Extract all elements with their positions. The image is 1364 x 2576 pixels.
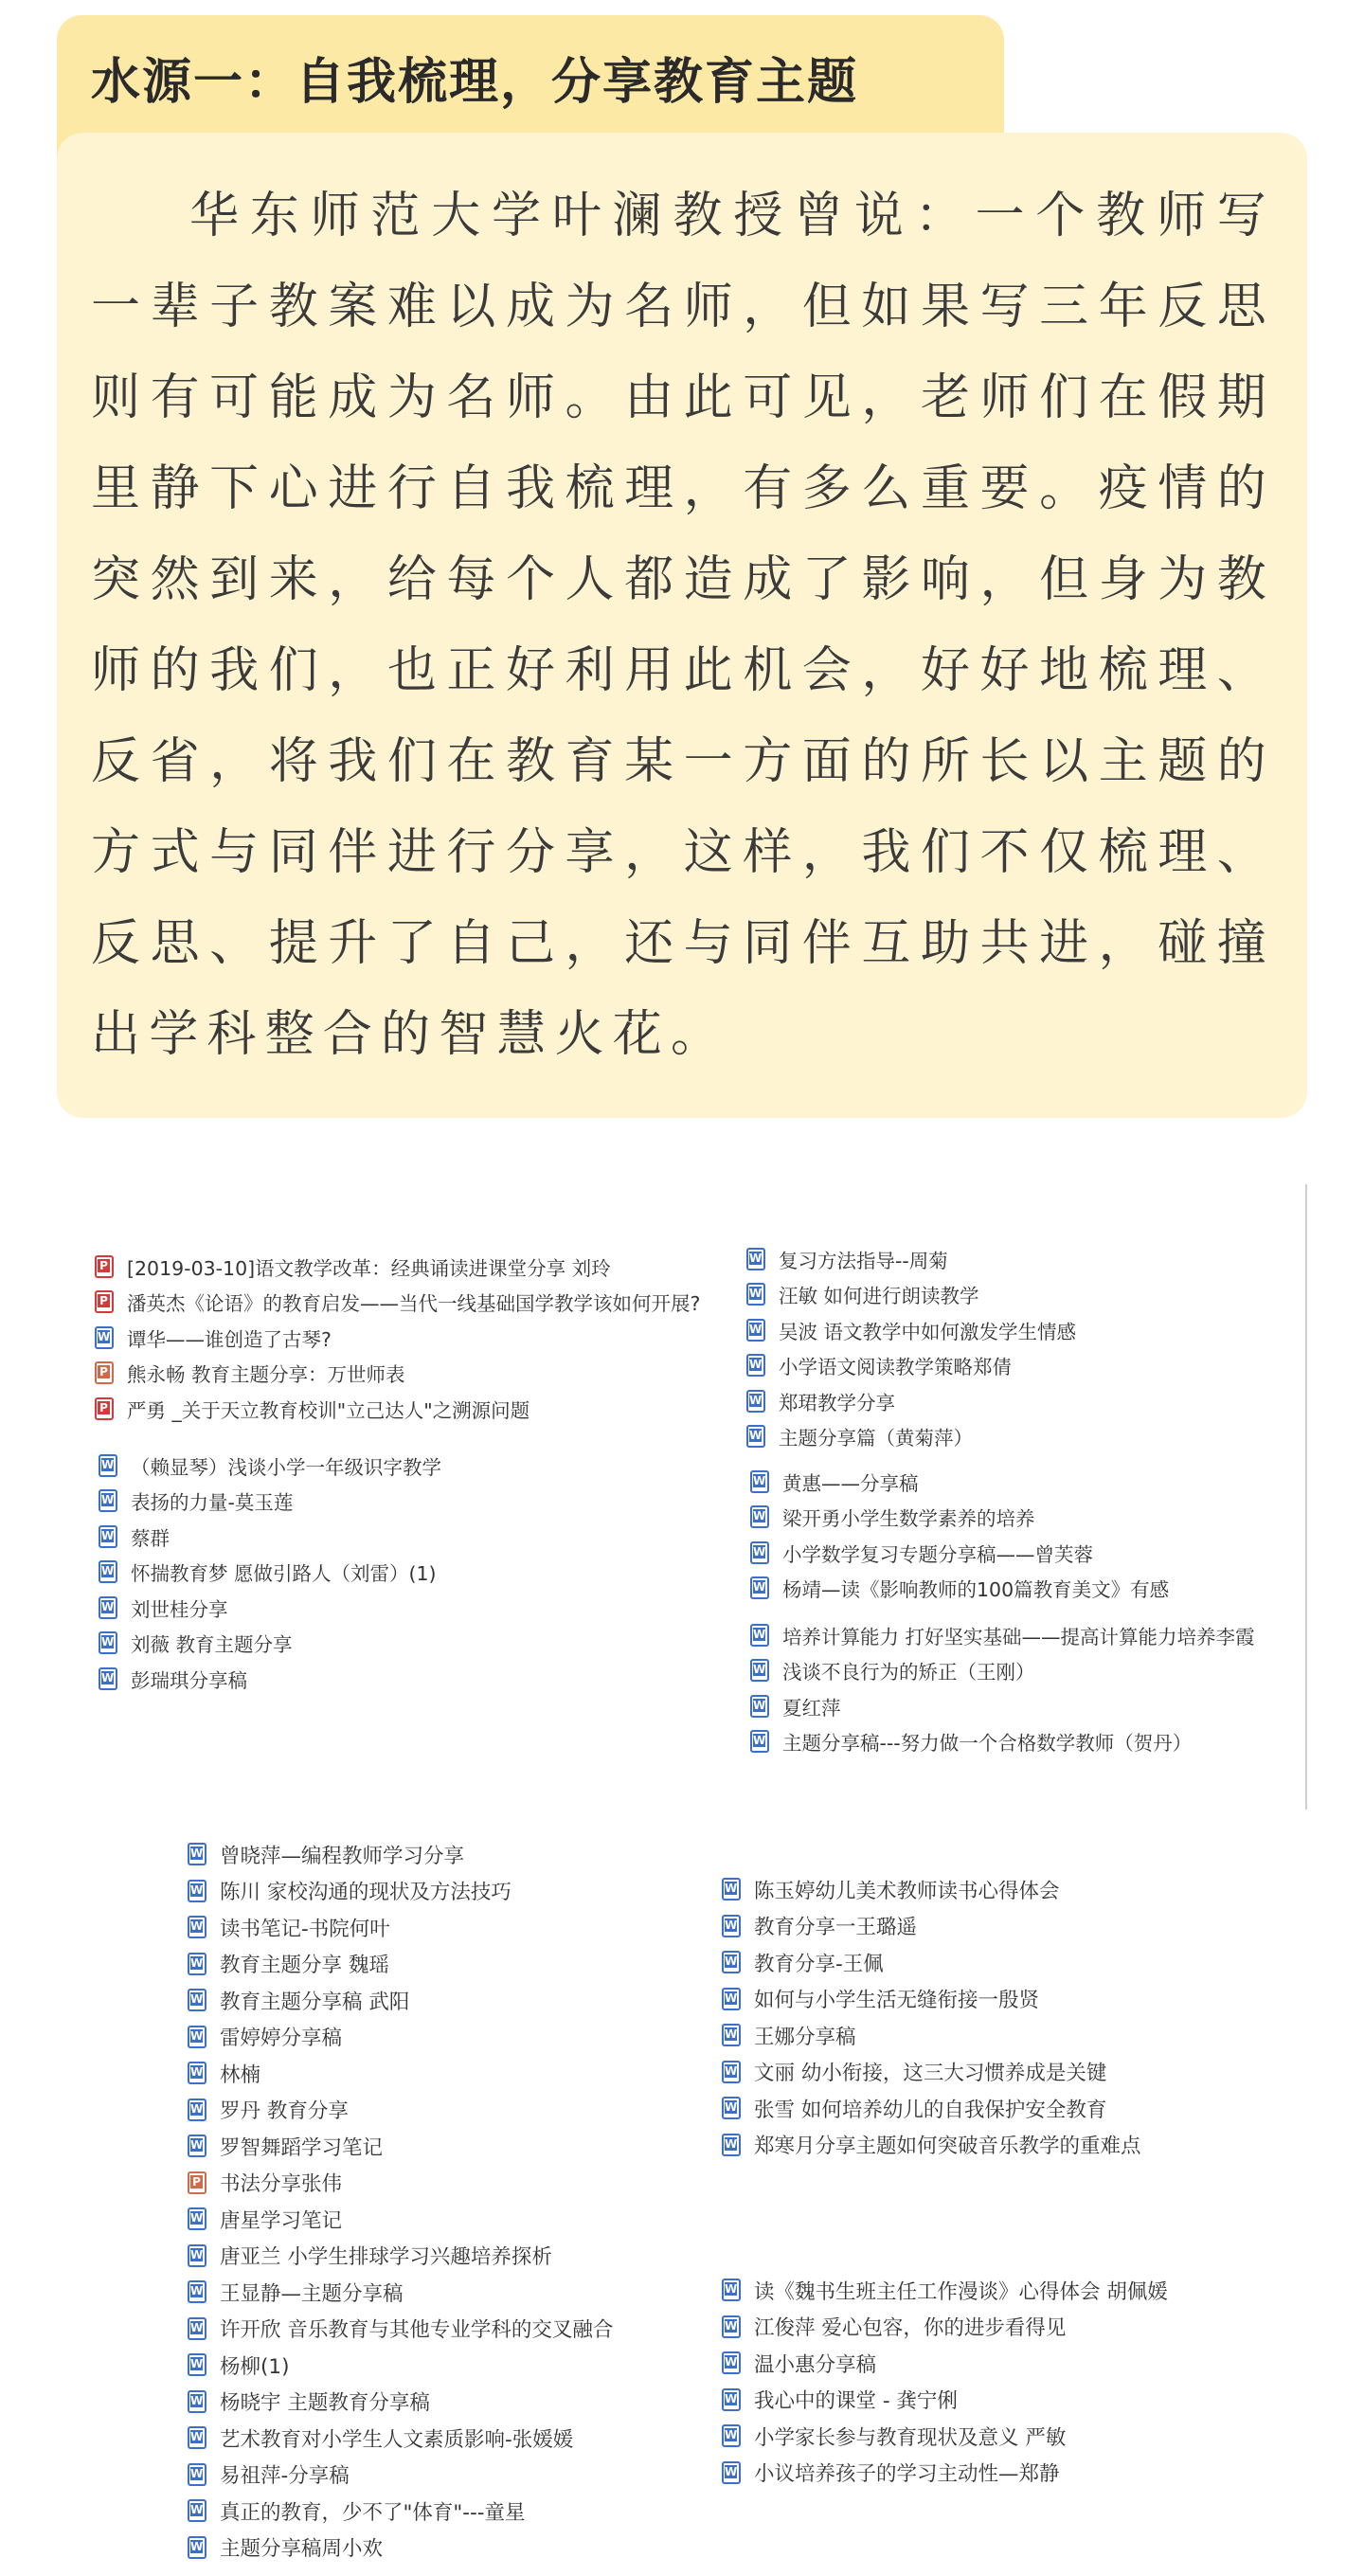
file-name: 严勇 _关于天立教育校训"立己达人"之溯源问题 <box>127 1398 530 1422</box>
file-name: 张雪 如何培养幼儿的自我保护安全教育 <box>754 2098 1107 2122</box>
word-file-icon <box>746 1354 765 1377</box>
word-file-icon <box>188 1880 206 1902</box>
file-item[interactable] <box>95 1391 700 1427</box>
file-item[interactable] <box>188 2055 613 2092</box>
file-item[interactable] <box>722 2017 1141 2054</box>
file-item[interactable] <box>722 2127 1141 2164</box>
word-file-icon <box>188 2536 206 2559</box>
file-name: 杨晓宇 主题教育分享稿 <box>220 2391 430 2416</box>
file-name: [2019-03-10]语文教学改革：经典诵读进课堂分享 刘玲 <box>127 1256 611 1280</box>
file-item[interactable] <box>722 1871 1141 1908</box>
file-list-panel4 <box>722 1871 1141 2163</box>
file-item[interactable] <box>188 1946 613 1983</box>
file-name: 陈川 家校沟通的现状及方法技巧 <box>220 1881 512 1905</box>
word-file-icon <box>99 1631 117 1654</box>
file-name: 怀揣教育梦 愿做引路人（刘雷）(1) <box>131 1562 437 1586</box>
file-item[interactable] <box>95 1356 700 1392</box>
file-item[interactable] <box>188 2457 613 2494</box>
file-item[interactable] <box>746 1419 1076 1455</box>
file-name: 谭华——谁创造了古琴? <box>127 1327 332 1351</box>
file-item[interactable] <box>750 1724 1255 1760</box>
file-name: 主题分享稿---努力做一个合格数学教师（贺丹） <box>782 1732 1193 1756</box>
file-item[interactable] <box>746 1277 1076 1313</box>
word-file-icon <box>722 2024 741 2046</box>
file-item[interactable] <box>188 2347 613 2384</box>
word-file-icon <box>750 1624 769 1647</box>
pdf-file-icon <box>95 1397 114 1420</box>
word-file-icon <box>750 1576 769 1599</box>
file-list-panel1 <box>95 1249 700 1427</box>
word-file-icon <box>188 1953 206 1975</box>
file-name: 如何与小学生活无缝衔接一殷贤 <box>754 1989 1040 2013</box>
file-name: 教育分享-王佩 <box>754 1952 884 1976</box>
file-item[interactable] <box>95 1285 700 1321</box>
file-list-panel2b <box>750 1464 1169 1606</box>
file-name: 刘世桂分享 <box>131 1597 228 1621</box>
word-file-icon <box>722 2424 741 2447</box>
file-list-panel2 <box>746 1241 1076 1454</box>
file-item[interactable] <box>188 1909 613 1946</box>
pdf-file-icon <box>95 1255 114 1278</box>
word-file-icon <box>99 1454 117 1477</box>
pdf-file-icon <box>95 1290 114 1313</box>
file-name: 梁开勇小学生数学素养的培养 <box>782 1507 1035 1531</box>
word-file-icon <box>188 2317 206 2340</box>
file-list-panel3 <box>188 1836 613 2566</box>
file-item[interactable] <box>746 1348 1076 1384</box>
file-name: 黄惠——分享稿 <box>782 1471 919 1495</box>
file-name: 文丽 幼小衔接，这三大习惯养成是关键 <box>754 2062 1107 2086</box>
file-item[interactable] <box>750 1500 1169 1536</box>
file-item[interactable] <box>722 2382 1168 2419</box>
file-name: 浅谈不良行为的矫正（王刚） <box>782 1661 1035 1684</box>
word-file-icon <box>722 2388 741 2411</box>
word-file-icon <box>746 1319 765 1342</box>
word-file-icon <box>188 2280 206 2303</box>
word-file-icon <box>722 2351 741 2374</box>
file-item[interactable] <box>750 1535 1169 1571</box>
file-item[interactable] <box>188 2201 613 2238</box>
file-item[interactable] <box>750 1653 1255 1689</box>
file-name: 表扬的力量-莫玉莲 <box>131 1491 294 1515</box>
word-file-icon <box>95 1326 114 1349</box>
file-name: 蔡群 <box>131 1526 170 1550</box>
word-file-icon <box>188 2463 206 2486</box>
file-item[interactable] <box>95 1320 700 1356</box>
file-name: 读书笔记-书院何叶 <box>220 1917 390 1941</box>
file-name: 主题分享稿周小欢 <box>220 2537 384 2562</box>
file-item[interactable] <box>722 2272 1168 2309</box>
file-name: 陈玉婷幼儿美术教师读书心得体会 <box>754 1879 1060 1903</box>
word-file-icon <box>722 2097 741 2119</box>
file-list-panel4b <box>722 2272 1168 2491</box>
word-file-icon <box>722 2461 741 2484</box>
file-name: 罗丹 教育分享 <box>220 2099 349 2124</box>
word-file-icon <box>188 2499 206 2522</box>
word-file-icon <box>722 2134 741 2156</box>
file-name: 彭瑞琪分享稿 <box>131 1668 247 1692</box>
file-name: 许开欣 音乐教育与其他专业学科的交叉融合 <box>220 2318 614 2343</box>
file-item[interactable] <box>188 2165 613 2202</box>
word-file-icon <box>750 1470 769 1493</box>
word-file-icon <box>722 2279 741 2301</box>
file-item[interactable] <box>188 2420 613 2457</box>
file-item[interactable] <box>188 1982 613 2019</box>
word-file-icon <box>750 1730 769 1753</box>
word-file-icon <box>722 1915 741 1937</box>
file-item[interactable] <box>99 1626 441 1662</box>
file-name: 汪敏 如何进行朗读教学 <box>779 1285 979 1308</box>
word-file-icon <box>750 1505 769 1528</box>
file-item[interactable] <box>188 2274 613 2311</box>
file-name: 夏红萍 <box>782 1696 841 1720</box>
file-name: 教育主题分享稿 武阳 <box>220 1990 410 2014</box>
file-name: 吴波 语文教学中如何激发学生情感 <box>779 1320 1077 1343</box>
file-name: 杨柳(1) <box>220 2354 290 2379</box>
file-item[interactable] <box>722 2345 1168 2382</box>
file-item[interactable] <box>188 2530 613 2567</box>
file-name: 熊永畅 教育主题分享：万世师表 <box>127 1363 405 1387</box>
word-file-icon <box>188 2244 206 2267</box>
file-item[interactable] <box>746 1312 1076 1348</box>
file-name: 培养计算能力 打好坚实基础——提高计算能力培养李霞 <box>782 1625 1255 1648</box>
file-item[interactable] <box>188 2019 613 2056</box>
file-item[interactable] <box>188 2238 613 2275</box>
word-file-icon <box>188 2026 206 2048</box>
intro-card <box>57 133 1307 1118</box>
word-file-icon <box>188 2353 206 2376</box>
word-file-icon <box>722 1878 741 1900</box>
file-name: 艺术教育对小学生人文素质影响-张媛媛 <box>220 2427 574 2452</box>
file-item[interactable] <box>746 1383 1076 1419</box>
file-name: 小学家长参与教育现状及意义 严敏 <box>754 2425 1067 2450</box>
file-name: 罗智舞蹈学习笔记 <box>220 2135 384 2160</box>
word-file-icon <box>750 1695 769 1718</box>
file-item[interactable] <box>188 2493 613 2530</box>
file-item[interactable] <box>188 1836 613 1873</box>
file-item[interactable] <box>188 2092 613 2129</box>
file-name: 教育主题分享 魏瑶 <box>220 1954 389 1978</box>
word-file-icon <box>188 2135 206 2157</box>
file-item[interactable] <box>95 1249 700 1285</box>
file-name: 王娜分享稿 <box>754 2025 856 2049</box>
file-name: 唐星学习笔记 <box>220 2208 343 2233</box>
file-name: 读《魏书生班主任工作漫谈》心得体会 胡佩媛 <box>754 2279 1168 2304</box>
file-name: 郑寒月分享主题如何突破音乐教学的重难点 <box>754 2135 1141 2159</box>
file-list-panel1b <box>99 1448 441 1697</box>
section-title: 水源一：自我梳理，分享教育主题 <box>91 54 859 111</box>
file-item[interactable] <box>99 1519 441 1555</box>
word-file-icon <box>750 1659 769 1682</box>
word-file-icon <box>188 1989 206 2011</box>
word-file-icon <box>722 2315 741 2338</box>
word-file-icon <box>188 1916 206 1938</box>
file-item[interactable] <box>750 1617 1255 1653</box>
file-name: 小议培养孩子的学习主动性—郑静 <box>754 2462 1060 2487</box>
word-file-icon <box>188 1843 206 1865</box>
word-file-icon <box>722 2061 741 2083</box>
file-item[interactable] <box>722 1981 1141 2018</box>
file-item[interactable] <box>99 1484 441 1520</box>
file-name: （赖显琴）浅谈小学一年级识字教学 <box>131 1455 441 1479</box>
file-name: 唐亚兰 小学生排球学习兴趣培养探析 <box>220 2245 552 2270</box>
file-item[interactable] <box>722 2054 1141 2091</box>
file-name: 主题分享篇（黄菊萍） <box>779 1427 973 1450</box>
file-name: 教育分享一王璐遥 <box>754 1916 918 1940</box>
file-item[interactable] <box>746 1241 1076 1277</box>
file-item[interactable] <box>722 2090 1141 2127</box>
file-name: 小学语文阅读教学策略郑倩 <box>779 1356 1012 1379</box>
file-item[interactable] <box>188 1873 613 1910</box>
file-name: 易祖萍-分享稿 <box>220 2464 350 2489</box>
file-item[interactable] <box>188 2128 613 2165</box>
word-file-icon <box>722 1951 741 1973</box>
word-file-icon <box>722 1988 741 2010</box>
file-name: 我心中的课堂 - 龚宁俐 <box>754 2389 958 2414</box>
file-name: 温小惠分享稿 <box>754 2352 877 2377</box>
intro-paragraph: 华东师范大学叶澜教授曾说：一个教师写一辈子教案难以成为名师，但如果写三年反思则有可能成为名师。由此可见，老师们在假期里静下心进行自我梳理，有多么重要。疫情的突然到来，给每个人都造成了影响，但身为教师的我们，也正好利用此机会，好好地梳理、反省，将我们在教育某一方面的所长以主题的方式与同伴进行分享，这样，我们不仅梳理、反思、提升了自己，还与同伴互助共进，碰撞出学科整合的智慧火花。 <box>91 188 1275 1063</box>
word-file-icon <box>188 2207 206 2230</box>
word-file-icon <box>188 2099 206 2121</box>
word-file-icon <box>188 2390 206 2413</box>
file-name: 杨靖—读《影响教师的100篇教育美文》有感 <box>782 1578 1170 1602</box>
word-file-icon <box>188 2062 206 2084</box>
file-name: 真正的教育，少不了"体育"---童星 <box>220 2500 526 2525</box>
file-name: 刘薇 教育主题分享 <box>131 1633 293 1657</box>
file-name: 王显静—主题分享稿 <box>220 2281 404 2306</box>
file-item[interactable] <box>188 2384 613 2421</box>
divider-line <box>1305 1184 1307 1810</box>
file-list-panel2c <box>750 1617 1255 1759</box>
file-item[interactable] <box>722 1908 1141 1945</box>
file-item[interactable] <box>750 1571 1169 1607</box>
ppt-file-icon <box>188 2171 206 2194</box>
word-file-icon <box>99 1560 117 1583</box>
file-name: 雷婷婷分享稿 <box>220 2027 343 2051</box>
file-item[interactable] <box>722 2309 1168 2346</box>
file-item[interactable] <box>99 1448 441 1484</box>
ppt-file-icon <box>95 1361 114 1384</box>
file-item[interactable] <box>188 2311 613 2348</box>
file-name: 书法分享张伟 <box>220 2172 343 2197</box>
file-item[interactable] <box>722 1944 1141 1981</box>
word-file-icon <box>746 1425 765 1448</box>
word-file-icon <box>99 1489 117 1512</box>
word-file-icon <box>99 1596 117 1619</box>
word-file-icon <box>746 1248 765 1270</box>
word-file-icon <box>99 1667 117 1690</box>
file-name: 林楠 <box>220 2063 261 2087</box>
file-name: 江俊萍 爱心包容，你的进步看得见 <box>754 2316 1067 2341</box>
file-item[interactable] <box>99 1555 441 1591</box>
word-file-icon <box>746 1283 765 1306</box>
word-file-icon <box>746 1390 765 1413</box>
word-file-icon <box>750 1541 769 1564</box>
file-item[interactable] <box>99 1590 441 1626</box>
file-item[interactable] <box>99 1661 441 1697</box>
file-name: 郑珺教学分享 <box>779 1391 895 1414</box>
word-file-icon <box>188 2426 206 2449</box>
file-name: 复习方法指导--周菊 <box>779 1249 948 1272</box>
file-item[interactable] <box>750 1464 1169 1500</box>
file-name: 小学数学复习专题分享稿——曾芙蓉 <box>782 1542 1093 1566</box>
file-name: 曾晓萍—编程教师学习分享 <box>220 1844 465 1868</box>
file-item[interactable] <box>750 1688 1255 1724</box>
file-name: 潘英杰《论语》的教育启发——当代一线基础国学教学该如何开展? <box>127 1292 701 1316</box>
word-file-icon <box>99 1525 117 1548</box>
file-item[interactable] <box>722 2455 1168 2492</box>
file-item[interactable] <box>722 2418 1168 2455</box>
